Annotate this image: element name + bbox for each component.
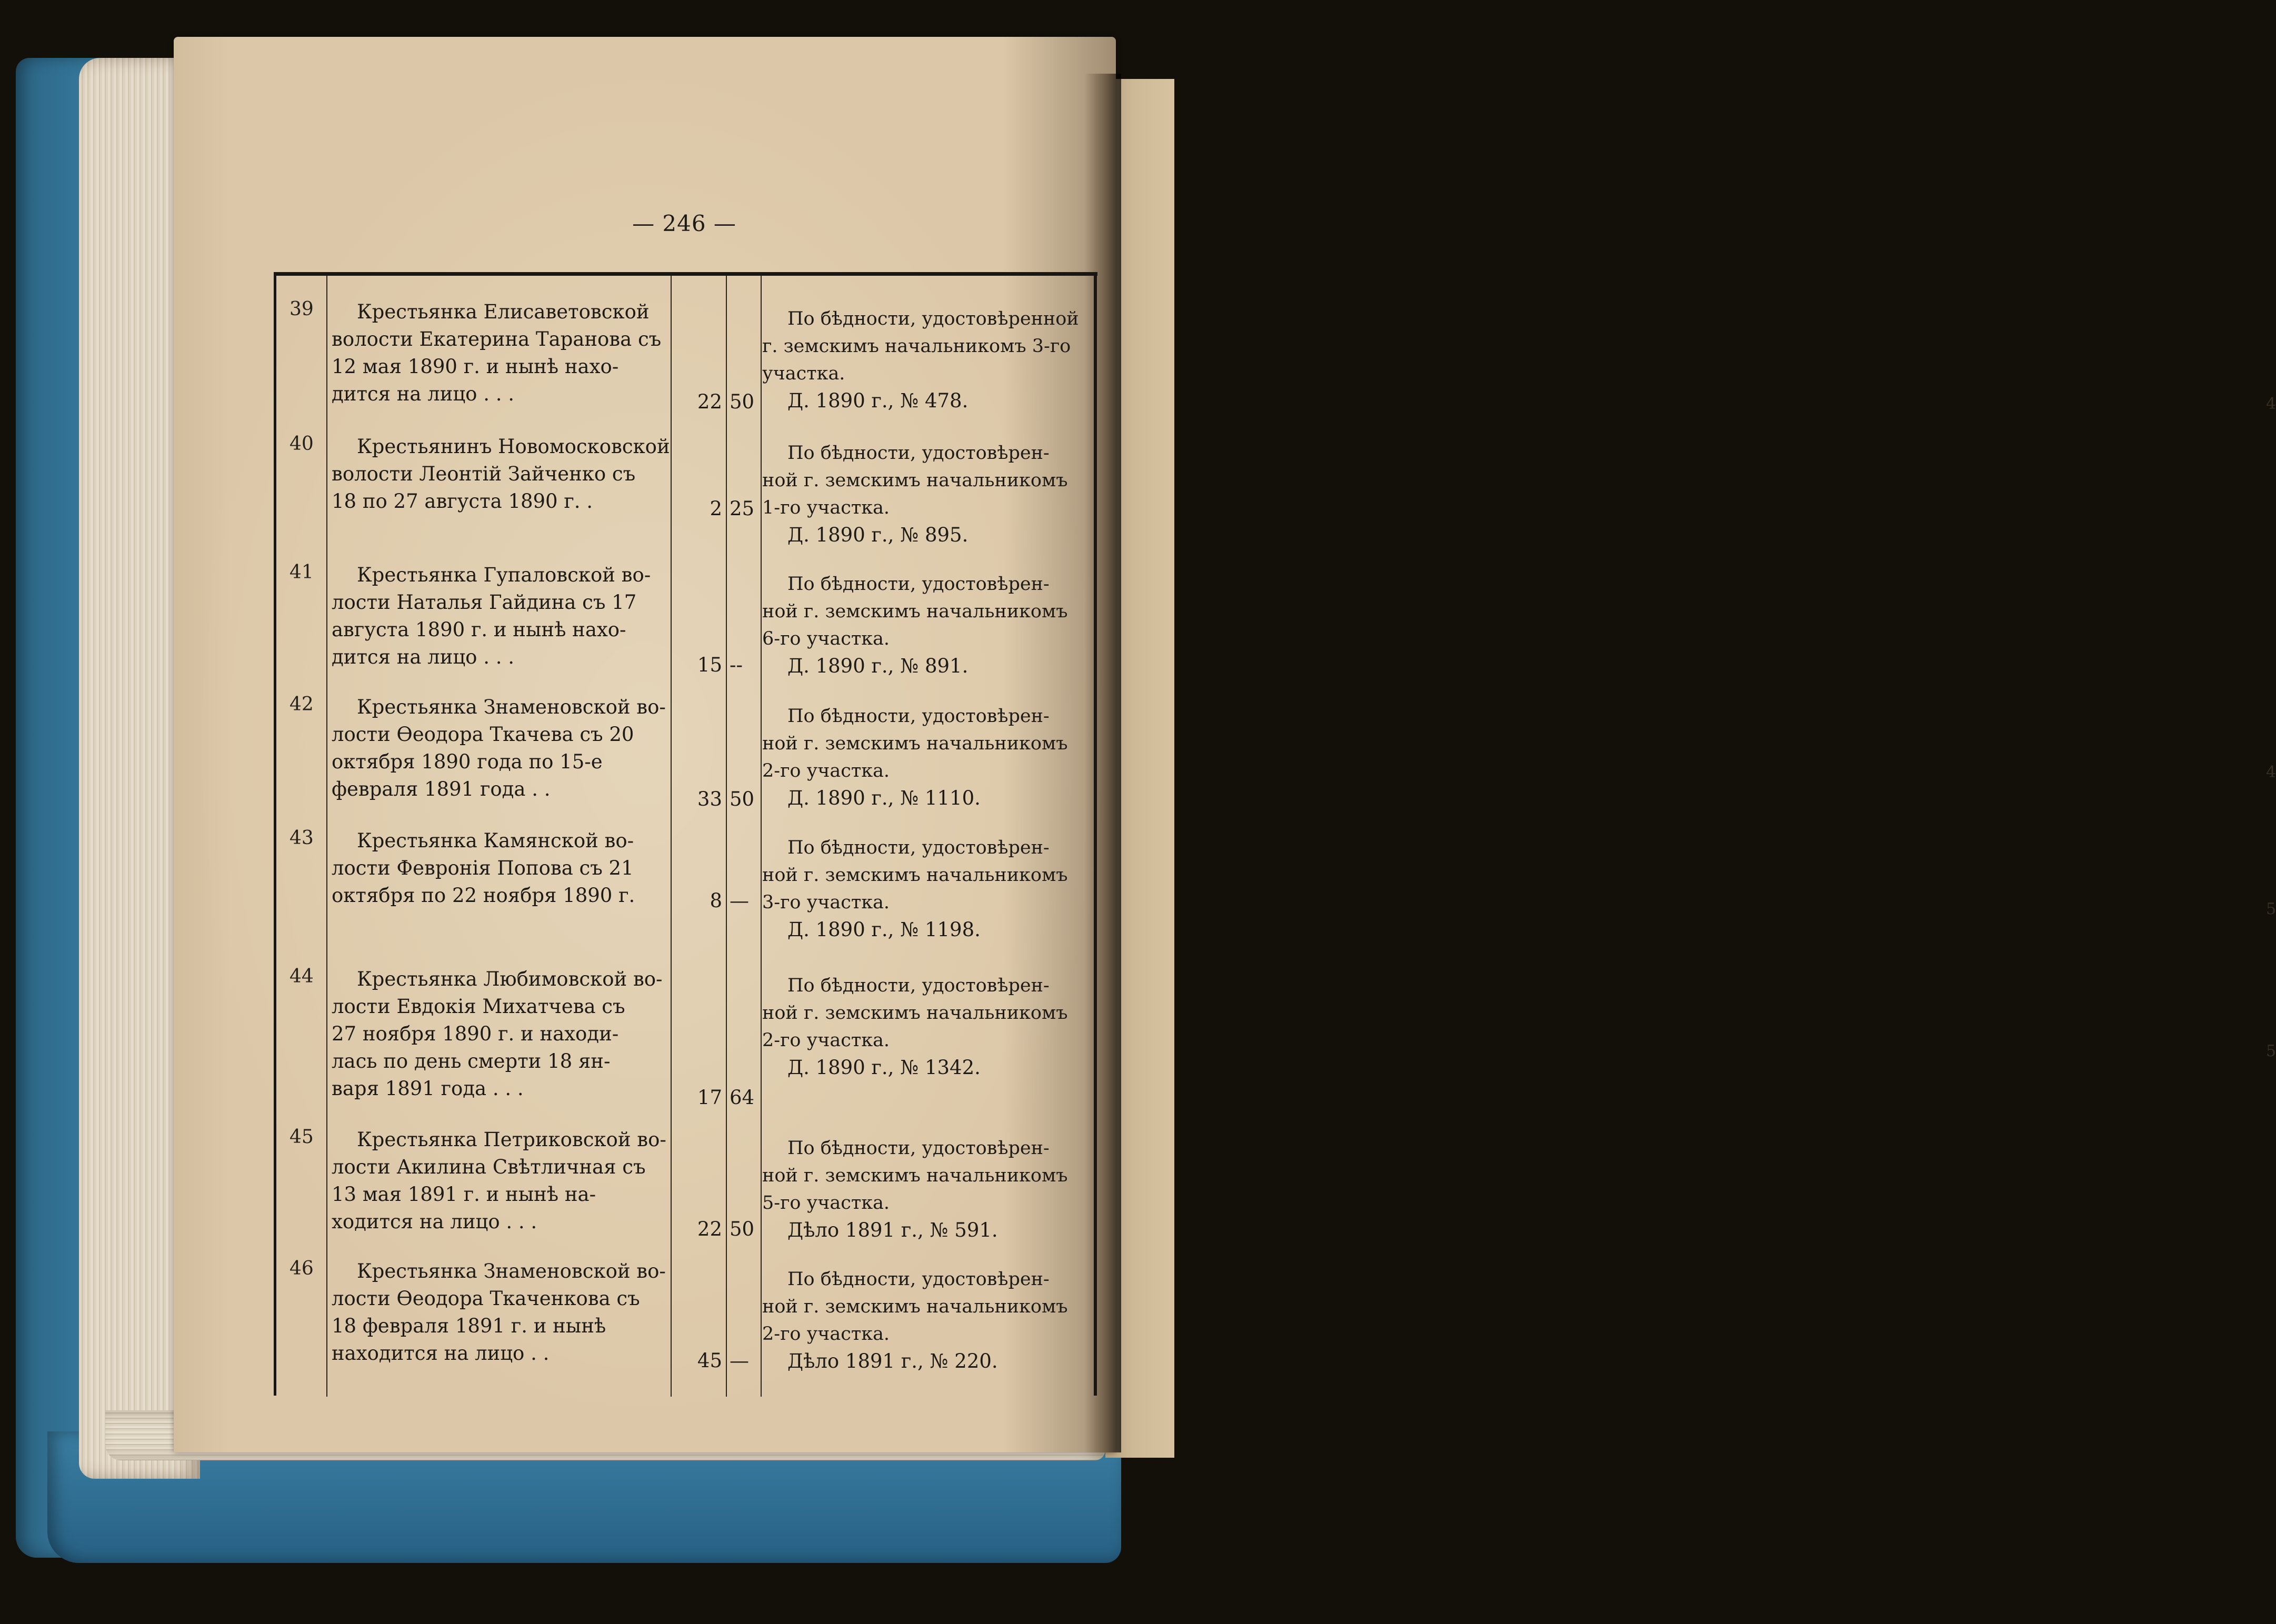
next-page-digit: 4: [2266, 395, 2276, 413]
entry-number: 45: [290, 1126, 314, 1148]
description-line: лости Евдокія Михатчева съ: [332, 995, 625, 1018]
case-reference: Д. 1890 г., № 895.: [787, 524, 969, 546]
entry-number: 40: [290, 433, 314, 455]
amount-rubles: 15: [697, 654, 722, 676]
table-top-rule: [274, 272, 1097, 276]
column-rule: [326, 276, 327, 1397]
entry-note: [762, 1135, 1099, 1244]
amount-rubles: 17: [697, 1086, 722, 1109]
description-line: ходится на лицо . . .: [332, 1210, 537, 1233]
entry-number: 41: [290, 562, 314, 583]
amount-kopecks: 64: [730, 1086, 755, 1109]
description-line: дится на лицо . . .: [332, 383, 515, 405]
case-reference: Дѣло 1891 г., № 220.: [787, 1350, 998, 1372]
description-line: волости Леонтій Зайченко съ: [332, 463, 636, 485]
amount-rubles: 33: [697, 788, 722, 810]
note-line: участка.: [762, 363, 845, 384]
page-number: — 246 —: [632, 210, 736, 236]
note-line: 2-го участка.: [762, 1030, 890, 1051]
note-line: ной г. земскимъ начальникомъ: [762, 1165, 1068, 1186]
note-line: ной г. земскимъ начальникомъ: [762, 865, 1068, 886]
next-page-digit: 4: [2266, 763, 2276, 781]
description-line: Крестьянка Петриковской во-: [357, 1128, 666, 1151]
amount-kopecks: 50: [730, 788, 755, 810]
entry-description: [332, 1258, 668, 1367]
amount-kopecks: —: [730, 1349, 749, 1372]
amount-rubles: 22: [697, 1218, 722, 1240]
case-reference: Дѣло 1891 г., № 591.: [787, 1219, 998, 1241]
description-line: октября по 22 ноября 1890 г.: [332, 884, 635, 907]
note-line: ной г. земскимъ начальникомъ: [762, 1003, 1068, 1024]
note-line: По бѣдности, удостовѣрен-: [787, 1138, 1050, 1159]
note-line: 3-го участка.: [762, 892, 890, 913]
column-rule: [726, 276, 727, 1397]
entry-note: [762, 834, 1099, 944]
entry-description: [332, 694, 668, 803]
entry-note: [762, 570, 1099, 680]
entry-description: [332, 966, 668, 1102]
amount-rubles: 22: [697, 390, 722, 413]
amount-kopecks: 50: [730, 390, 755, 413]
amount-kopecks: —: [730, 889, 749, 912]
column-rule: [761, 276, 762, 1397]
description-line: 12 мая 1890 г. и нынѣ нахо-: [332, 355, 619, 378]
note-line: По бѣдности, удостовѣрен-: [787, 706, 1050, 727]
description-line: находится на лицо . .: [332, 1342, 550, 1365]
description-line: дится на лицо . . .: [332, 646, 515, 668]
note-line: По бѣдности, удостовѣрен-: [787, 975, 1050, 996]
amount-kopecks: --: [730, 654, 743, 676]
description-line: августа 1890 г. и нынѣ нахо-: [332, 618, 626, 641]
note-line: ной г. земскимъ начальникомъ: [762, 601, 1068, 622]
note-line: По бѣдности, удостовѣрен-: [787, 574, 1050, 595]
description-line: Крестьянинъ Новомосковской: [357, 435, 670, 458]
note-line: По бѣдности, удостовѣрен-: [787, 1269, 1050, 1290]
entry-number: 42: [290, 694, 314, 715]
entry-description: [332, 827, 668, 909]
description-line: лости Акилина Свѣтличная съ: [332, 1156, 646, 1178]
note-line: 5-го участка.: [762, 1192, 890, 1214]
description-line: варя 1891 года . . .: [332, 1077, 524, 1100]
note-line: 1-го участка.: [762, 497, 890, 518]
note-line: ной г. земскимъ начальникомъ: [762, 733, 1068, 754]
entry-number: 46: [290, 1258, 314, 1279]
entry-number: 43: [290, 827, 314, 849]
entry-number: 44: [290, 966, 314, 987]
description-line: лости Февронія Попова съ 21: [332, 857, 634, 879]
table-left-rule: [274, 272, 276, 1396]
entry-description: [332, 433, 668, 515]
note-line: По бѣдности, удостовѣрен-: [787, 443, 1050, 464]
amount-rubles: 8: [710, 889, 722, 912]
description-line: 18 февраля 1891 г. и нынѣ: [332, 1315, 606, 1337]
description-line: волости Екатерина Таранова съ: [332, 328, 662, 350]
description-line: Крестьянка Гупаловской во-: [357, 564, 651, 586]
entry-note: [762, 1266, 1099, 1375]
note-line: ной г. земскимъ начальникомъ: [762, 470, 1068, 491]
case-reference: Д. 1890 г., № 891.: [787, 655, 969, 677]
note-line: г. земскимъ начальникомъ 3-го: [762, 336, 1071, 357]
description-line: Крестьянка Знаменовской во-: [357, 1260, 666, 1282]
description-line: Крестьянка Любимовской во-: [357, 968, 663, 990]
entry-note: [762, 305, 1099, 415]
entry-description: [332, 1126, 668, 1236]
amount-rubles: 2: [710, 497, 722, 520]
description-line: февраля 1891 года . .: [332, 778, 551, 800]
note-line: 6-го участка.: [762, 628, 890, 649]
amount-kopecks: 50: [730, 1218, 755, 1240]
note-line: 2-го участка.: [762, 1324, 890, 1345]
entry-note: [762, 972, 1099, 1081]
entry-description: [332, 298, 668, 408]
note-line: По бѣдности, удостовѣрен-: [787, 837, 1050, 858]
description-line: Крестьянка Елисаветовской: [357, 300, 650, 323]
description-line: лости Өеодора Ткачева съ 20: [332, 723, 634, 746]
description-line: лась по день смерти 18 ян-: [332, 1050, 611, 1072]
description-line: 13 мая 1891 г. и нынѣ на-: [332, 1183, 596, 1206]
note-line: 2-го участка.: [762, 760, 890, 781]
case-reference: Д. 1890 г., № 1342.: [787, 1056, 981, 1079]
amount-rubles: 45: [697, 1349, 722, 1372]
next-page-digit: 5: [2266, 1042, 2276, 1060]
description-line: 27 ноября 1890 г. и находи-: [332, 1022, 619, 1045]
note-line: ной г. земскимъ начальникомъ: [762, 1296, 1068, 1317]
description-line: Крестьянка Камянской во-: [357, 829, 634, 852]
next-page-digit: 5: [2266, 900, 2276, 918]
description-line: 18 по 27 августа 1890 г. .: [332, 490, 593, 513]
entry-note: [762, 703, 1099, 812]
note-line: По бѣдности, удостовѣренной: [787, 308, 1079, 329]
description-line: октября 1890 года по 15-е: [332, 750, 603, 773]
description-line: Крестьянка Знаменовской во-: [357, 696, 666, 718]
description-line: лости Өеодора Ткаченкова съ: [332, 1287, 640, 1310]
column-rule: [671, 276, 672, 1397]
description-line: лости Наталья Гайдина съ 17: [332, 591, 637, 614]
case-reference: Д. 1890 г., № 1110.: [787, 787, 981, 809]
case-reference: Д. 1890 г., № 1198.: [787, 918, 981, 941]
entry-note: [762, 439, 1099, 549]
case-reference: Д. 1890 г., № 478.: [787, 389, 969, 412]
entry-number: 39: [290, 298, 314, 320]
amount-kopecks: 25: [730, 497, 755, 520]
entry-description: [332, 562, 668, 671]
